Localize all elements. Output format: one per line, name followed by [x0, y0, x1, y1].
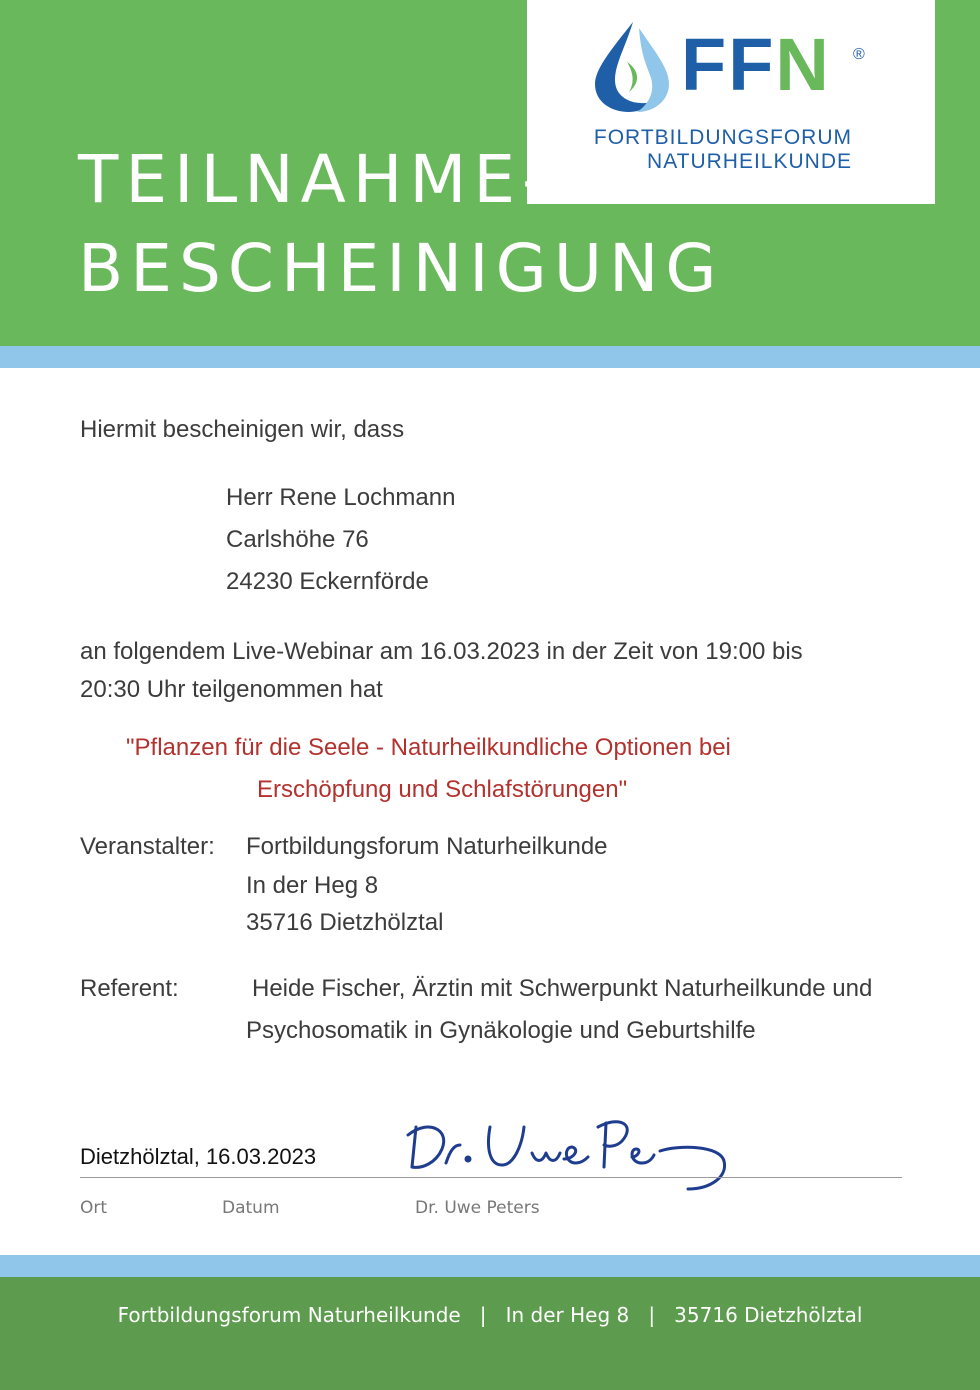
organizer-name: Fortbildungsforum Naturheilkunde — [246, 833, 608, 860]
signature-line — [80, 1177, 902, 1178]
intro-text: Hiermit bescheinigen wir, dass — [80, 416, 405, 443]
footer-org: Fortbildungsforum Naturheilkunde — [117, 1303, 461, 1327]
speaker-line-1: Heide Fischer, Ärztin mit Schwerpunkt Naturheilkunde und — [252, 975, 873, 1002]
footer-band — [0, 1277, 980, 1390]
footer-address — [0, 1303, 980, 1327]
handwritten-signature — [398, 1105, 738, 1197]
place-date: Dietzhölztal, 16.03.2023 — [80, 1144, 317, 1169]
webinar-title-2: Erschöpfung und Schlafstörungen" — [257, 776, 628, 803]
event-line-2: 20:30 Uhr teilgenommen hat — [80, 676, 383, 703]
header-stripe — [0, 346, 980, 368]
logo-subtitle-2: NATURHEILKUNDE — [647, 150, 852, 173]
participant-city: 24230 Eckernförde — [226, 568, 429, 595]
drop-logo-icon — [589, 18, 673, 114]
speaker-line-2: Psychosomatik in Gynäkologie und Geburtshilfe — [246, 1017, 756, 1044]
event-line-1: an folgendem Live-Webinar am 16.03.2023 in der Zeit von 19:00 bis — [80, 638, 803, 665]
footer-city: 35716 Dietzhölztal — [674, 1303, 863, 1327]
organizer-street: In der Heg 8 — [246, 872, 379, 899]
footer-separator: | — [648, 1303, 656, 1327]
organizer-city: 35716 Dietzhölztal — [246, 909, 444, 936]
webinar-title-1: "Pflanzen für die Seele - Naturheilkundliche Optionen bei — [126, 734, 731, 761]
footer-street: In der Heg 8 — [505, 1303, 630, 1327]
title-line-1: TEILNAHME- — [78, 141, 553, 218]
logo-subtitle-1: FORTBILDUNGSFORUM — [593, 126, 852, 149]
organizer-label: Veranstalter: — [80, 833, 215, 860]
footer-separator: | — [479, 1303, 487, 1327]
participant-street: Carlshöhe 76 — [226, 526, 369, 553]
label-signer: Dr. Uwe Peters — [415, 1198, 540, 1218]
footer-stripe — [0, 1255, 980, 1277]
participant-name: Herr Rene Lochmann — [226, 484, 456, 511]
label-datum: Datum — [222, 1198, 280, 1218]
logo — [527, 0, 935, 204]
speaker-label: Referent: — [80, 975, 179, 1002]
label-ort: Ort — [80, 1198, 108, 1218]
title-line-2: BESCHEINIGUNG — [78, 230, 724, 307]
logo-letters: FFN — [681, 23, 831, 106]
registered-mark: ® — [853, 46, 865, 63]
